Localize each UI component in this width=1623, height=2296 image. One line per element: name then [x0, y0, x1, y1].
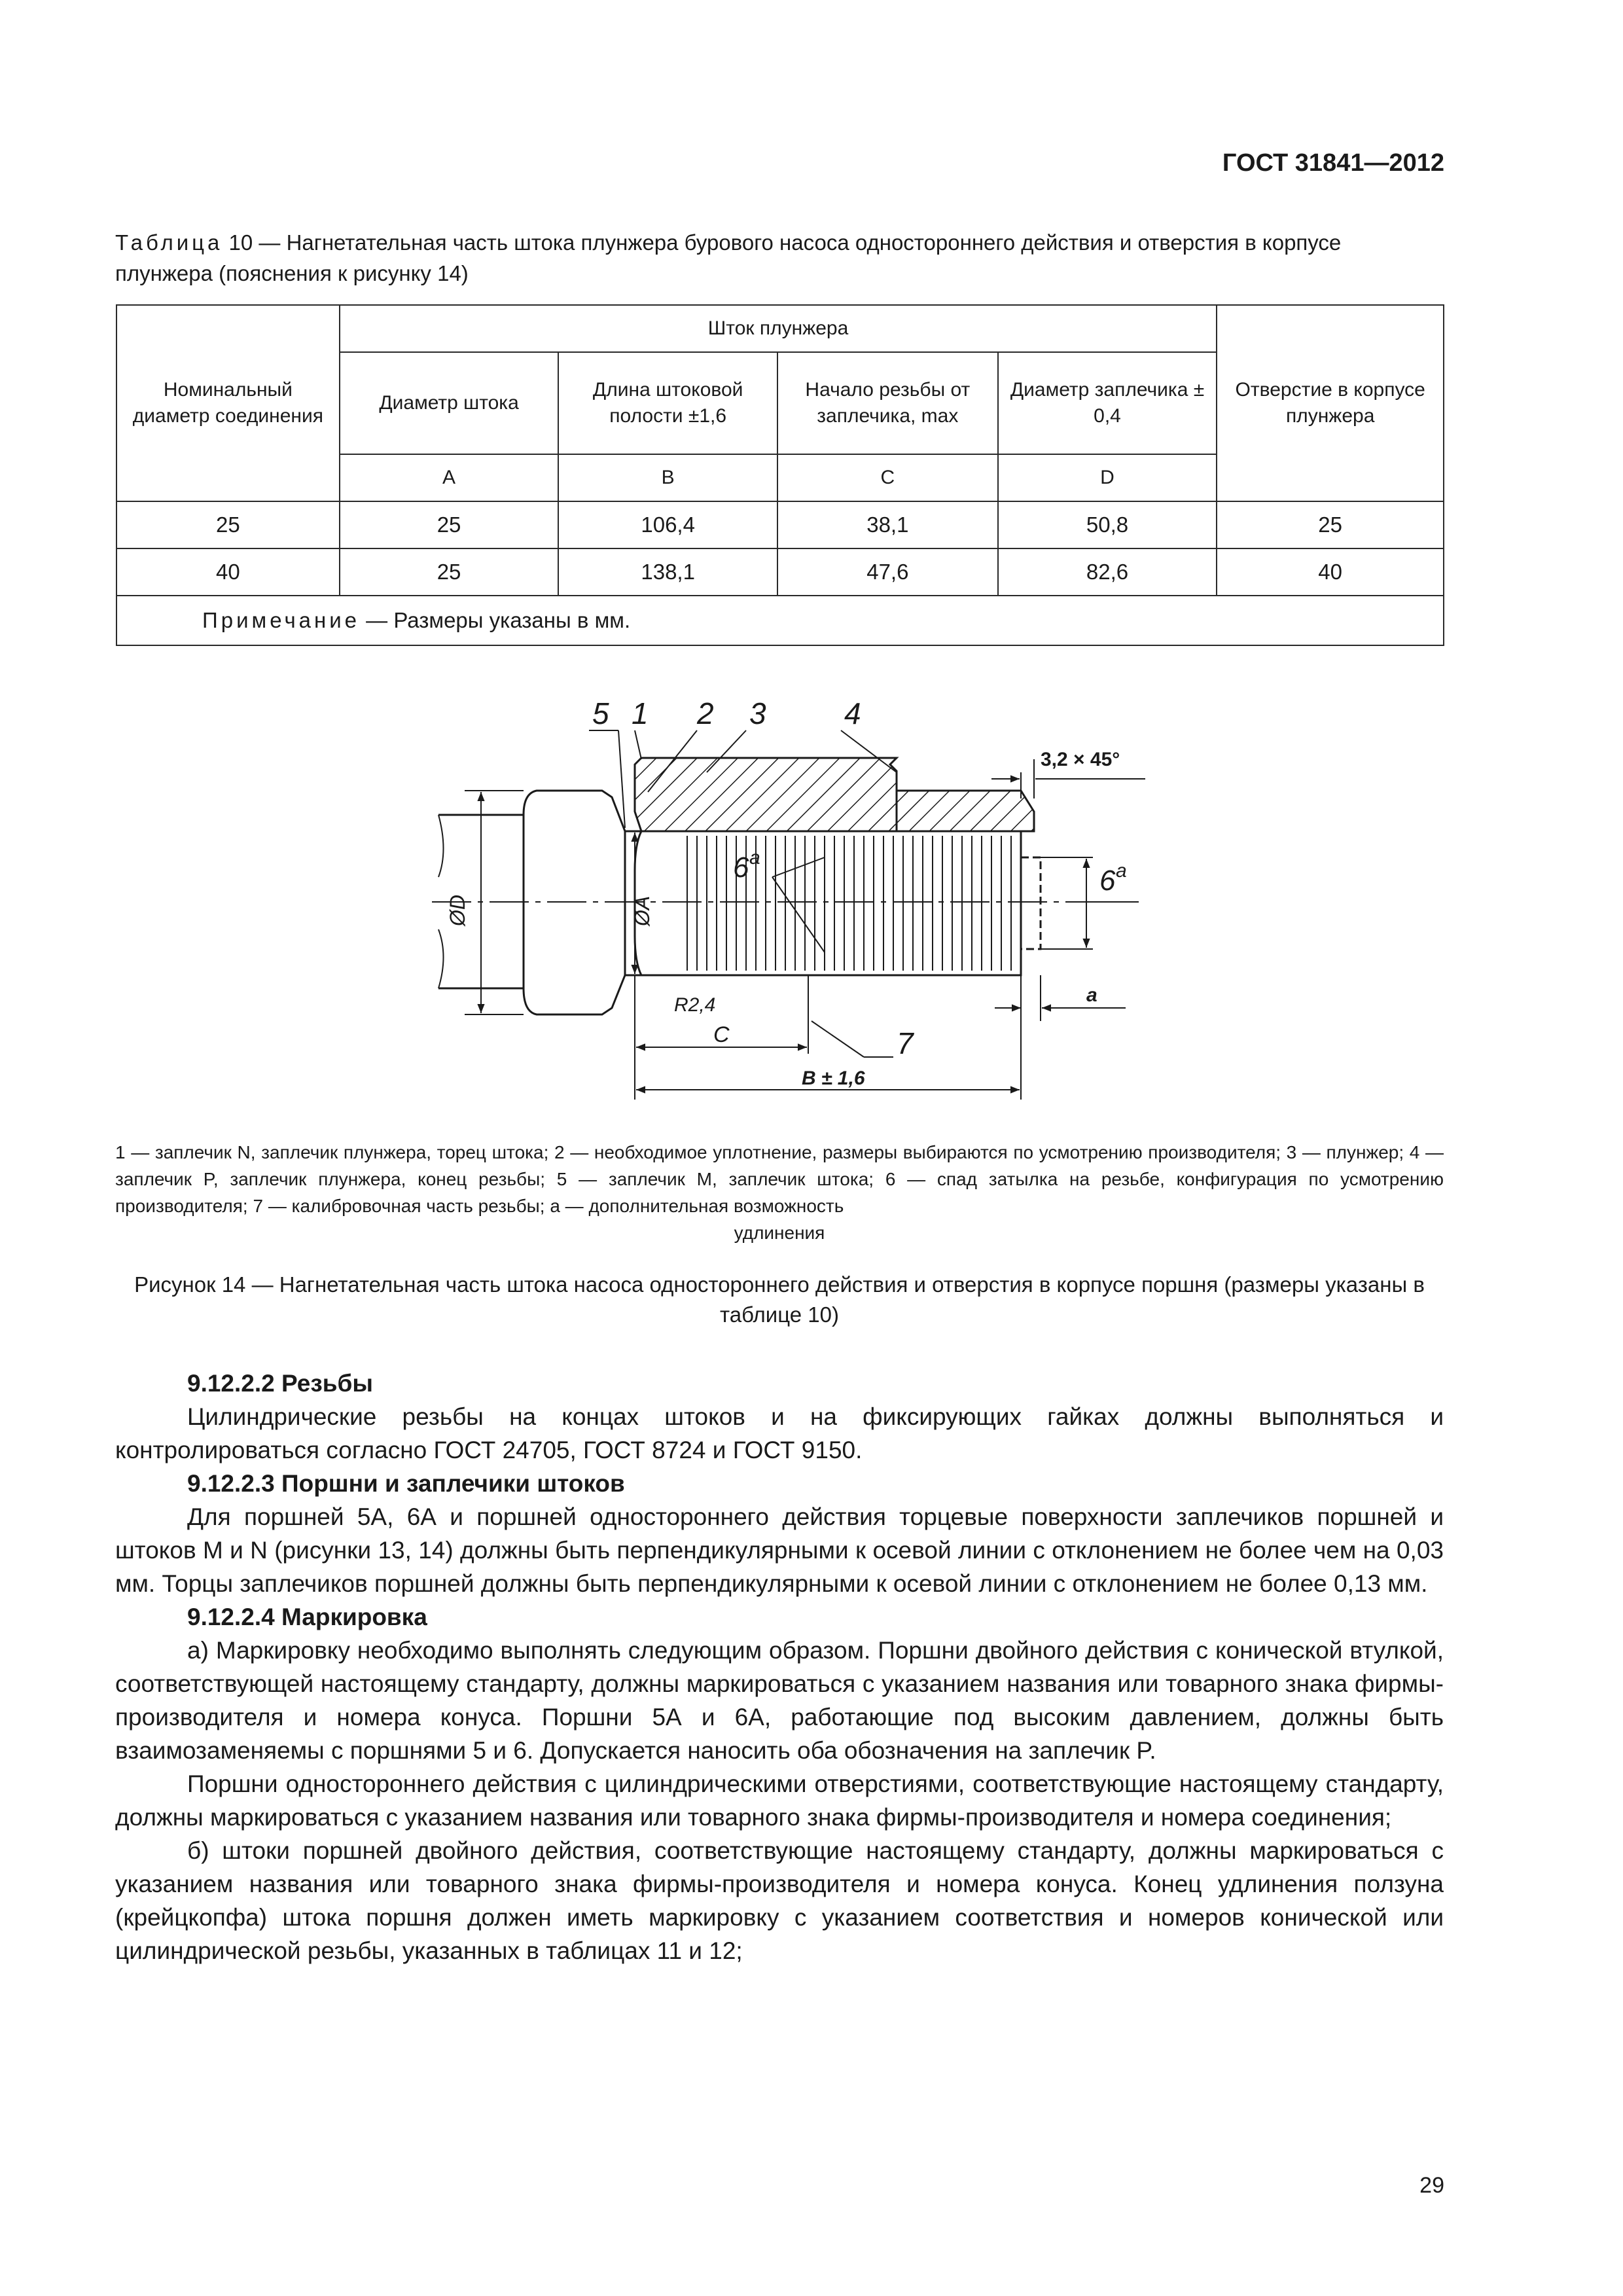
header-bore: Отверстие в корпусе плунжера — [1217, 305, 1444, 501]
table-cell: 25 — [340, 548, 559, 596]
table-cell: 40 — [1217, 548, 1444, 596]
paragraph: Для поршней 5А, 6А и поршней одностороннего действия торцевые поверхности заплечиков поршней и штоков M и N (рисунки 13, 14) должны быть перпендикулярными к осевой линии с отклонением не более чем на 0,03 мм. Торцы заплечиков поршней должны быть перпендикулярными к осевой линии с отклонением не более 0,13 мм. — [115, 1503, 1444, 1597]
spec-table — [116, 304, 1444, 646]
table-row — [116, 548, 1444, 596]
table-cell: 38,1 — [777, 501, 998, 548]
callout-2: 2 — [697, 696, 714, 730]
table-caption-text: 10 — Нагнетательная часть штока плунжера бурового насоса одностороннего действия и отверстия в корпусе плунжера (пояснения к рисунку 14) — [115, 230, 1342, 285]
header-rod-group: Шток плунжера — [340, 305, 1217, 352]
callout-7: 7 — [897, 1026, 914, 1060]
table-cell: 25 — [340, 501, 559, 548]
heading-pistons: 9.12.2.3 Поршни и заплечики штоков — [187, 1470, 625, 1497]
figure-caption: Рисунок 14 — Нагнетательная часть штока насоса одностороннего действия и отверстия в корпусе поршня (размеры указаны в таблице 10) — [134, 1272, 1425, 1327]
paragraph: а) Маркировку необходимо выполнять следующим образом. Поршни двойного действия с конической втулкой, соответствующей настоящему стандарту, должны маркироваться с указанием названия или товарного знака фирмы-производителя и номера конуса. Поршни 5А и 6А, работающие под высоким давлением, должны быть взаимозаменяемы с поршнями 5 и 6. Допускается наносить оба обозначения на заплечик P. — [115, 1637, 1444, 1764]
paragraph: Поршни одностороннего действия с цилиндрическими отверстиями, соответствующие настоящему стандарту, должны маркироваться с указанием названия или товарного знака фирмы-производителя и номера соединения; — [115, 1770, 1444, 1831]
ref-6-right-sup: a — [1116, 860, 1127, 882]
header-nominal-diameter: Номинальный диаметр соединения — [116, 305, 340, 501]
table-cell: 50,8 — [998, 501, 1217, 548]
table-cell: 106,4 — [558, 501, 777, 548]
page-number: 29 — [1419, 2173, 1444, 2198]
letter-c: C — [777, 454, 998, 501]
table-cell: 138,1 — [558, 548, 777, 596]
header-length: Длина штоковой полости ±1,6 — [558, 352, 777, 454]
label-dia-d: ØD — [446, 895, 469, 926]
document-header: ГОСТ 31841—2012 — [1222, 149, 1444, 177]
header-rod-diameter: Диаметр штока — [340, 352, 559, 454]
table-cell: 25 — [1217, 501, 1444, 548]
label-dim-b: B ± 1,6 — [802, 1067, 865, 1089]
label-radius: R2,4 — [674, 994, 716, 1016]
header-shoulder-diameter: Диаметр заплечика ± 0,4 — [998, 352, 1217, 454]
label-dim-a: a — [1086, 984, 1097, 1006]
note-text: — Размеры указаны в мм. — [360, 608, 631, 632]
technical-drawing — [366, 681, 1152, 1106]
table-cell: 40 — [116, 548, 340, 596]
table-caption-label: Таблица — [115, 230, 223, 255]
paragraph: Цилиндрические резьбы на концах штоков и на фиксирующих гайках должны выполняться и контролироваться согласно ГОСТ 24705, ГОСТ 8724 и ГОСТ 9150. — [115, 1403, 1444, 1463]
figure-legend — [115, 1139, 1444, 1246]
ref-6-right: 6 — [1099, 865, 1116, 897]
letter-a: A — [340, 454, 559, 501]
table-cell: 82,6 — [998, 548, 1217, 596]
legend-last: удлинения — [734, 1223, 825, 1243]
letter-d: D — [998, 454, 1217, 501]
note-label: Примечание — [202, 608, 361, 632]
heading-threads: 9.12.2.2 Резьбы — [187, 1370, 373, 1397]
heading-marking: 9.12.2.4 Маркировка — [187, 1604, 427, 1630]
callout-5: 5 — [592, 696, 609, 730]
legend-text: 1 — заплечик N, заплечик плунжера, торец штока; 2 — необходимое уплотнение, размеры выбираются по усмотрению производителя; 3 — плунжер; 4 — заплечик P, заплечик плунжера, конец резьбы; 5 — заплечик M, заплечик штока; 6 — спад затылка на резьбе, конфигурация по усмотрению производителя; 7 — калибровочная часть резьбы; a — дополнительная возможность — [115, 1142, 1444, 1216]
table-caption — [115, 227, 1444, 289]
table-cell: 47,6 — [777, 548, 998, 596]
label-dim-c: C — [713, 1022, 730, 1047]
header-thread-start: Начало резьбы от заплечика, max — [777, 352, 998, 454]
table-row — [116, 501, 1444, 548]
table-note — [116, 596, 1444, 645]
callout-1: 1 — [632, 696, 649, 730]
label-dia-a: ØA — [630, 895, 654, 926]
ref-6-left-sup: a — [749, 847, 760, 869]
letter-b: B — [558, 454, 777, 501]
table-cell: 25 — [116, 501, 340, 548]
ref-6-left: 6 — [733, 852, 749, 884]
label-chamfer: 3,2 × 45° — [1041, 749, 1120, 770]
callout-3: 3 — [749, 696, 766, 730]
paragraph: б) штоки поршней двойного действия, соответствующие настоящему стандарту, должны маркироваться с указанием названия или товарного знака фирмы-производителя и номера конуса. Конец удлинения ползуна (крейцкопфа) штока поршня должен иметь маркировку с указанием соответствия и номеров конической или цилиндрической резьбы, указанных в таблицах 11 и 12; — [115, 1837, 1444, 1964]
body-text — [115, 1367, 1444, 1967]
callout-4: 4 — [844, 696, 861, 730]
